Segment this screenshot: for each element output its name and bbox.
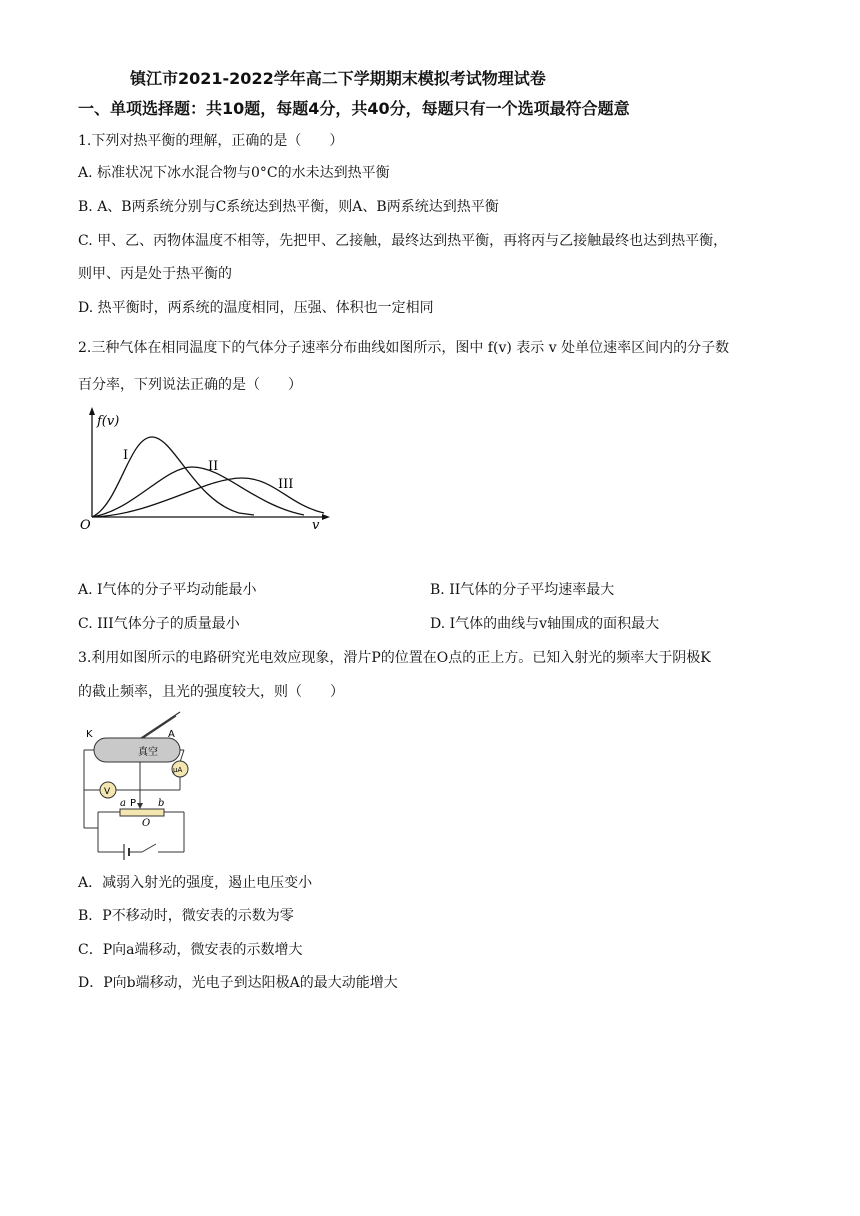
q3-option-c[interactable]: C．P向a端移动，微安表的示数增大 — [78, 942, 303, 958]
rheostat-a-label: a — [120, 798, 126, 809]
rheostat — [120, 809, 164, 816]
voltmeter-label: V — [104, 787, 111, 797]
q3-option-d[interactable]: D．P向b端移动，光电子到达阳极A的最大动能增大 — [78, 975, 398, 991]
switch — [142, 844, 156, 852]
exam-title: 镇江市2021-2022学年高二下学期期末模拟考试物理试卷 — [130, 69, 546, 88]
y-axis-label: f(v) — [97, 414, 120, 429]
q2-stem-line2: 百分率，下列说法正确的是（ ） — [78, 377, 302, 393]
q1-option-d[interactable]: D. 热平衡时，两系统的温度相同，压强、体积也一定相同 — [78, 300, 434, 316]
q1-option-c[interactable]: C. 甲、乙、丙物体温度不相等，先把甲、乙接触，最终达到热平衡，再将丙与乙接触最终也达到热平衡， — [78, 233, 728, 249]
q3-option-a[interactable]: A．减弱入射光的强度，遏止电压变小 — [78, 875, 313, 891]
cathode-label: K — [86, 729, 93, 740]
q3-stem-line2: 的截止频率，且光的强度较大，则（ ） — [78, 684, 344, 700]
rheostat-b-label: b — [158, 798, 165, 809]
anode-label: A — [168, 729, 175, 740]
y-axis-arrow — [89, 407, 95, 415]
vacuum-tube — [94, 738, 180, 762]
curve-I-label: I — [123, 448, 129, 463]
origin-label: O — [80, 518, 91, 533]
q3-stem-line1: 3.利用如图所示的电路研究光电效应现象，滑片P的位置在O点的正上方。已知入射光的频率大于阴极K — [78, 650, 711, 666]
curve-III-label: III — [278, 477, 294, 492]
x-axis-arrow — [322, 514, 330, 520]
curve-II — [92, 467, 304, 517]
q2-option-b[interactable]: B. II气体的分子平均速率最大 — [430, 582, 615, 598]
q2-option-d[interactable]: D. I气体的曲线与v轴围成的面积最大 — [430, 616, 660, 632]
q1-stem: 1.下列对热平衡的理解，正确的是（ ） — [78, 133, 344, 149]
q1-option-a[interactable]: A. 标准状况下冰水混合物与0°C的水未达到热平衡 — [78, 165, 390, 181]
q3-option-b[interactable]: B．P不移动时，微安表的示数为零 — [78, 908, 294, 924]
section-heading: 一、单项选择题：共10题，每题4分，共40分，每题只有一个选项最符合题意 — [78, 99, 630, 118]
q2-stem-line1: 2.三种气体在相同温度下的气体分子速率分布曲线如图所示，图中 f(v) 表示 v 处单位速率区间内的分子数 — [78, 340, 730, 356]
microammeter-label: μA — [173, 766, 183, 774]
x-axis-label: v — [312, 518, 320, 533]
slider-label: P — [130, 798, 137, 809]
rheostat-o-label: O — [142, 818, 151, 829]
q1-option-b[interactable]: B. A、B两系统分别与C系统达到热平衡，则A、B两系统达到热平衡 — [78, 199, 499, 215]
curve-II-label: II — [208, 459, 219, 474]
q2-option-c[interactable]: C. III气体分子的质量最小 — [78, 616, 240, 632]
slider-arrow — [137, 803, 143, 809]
q1-option-c-cont: 则甲、丙是处于热平衡的 — [78, 266, 232, 282]
curve-I — [92, 437, 254, 517]
speed-distribution-figure — [74, 405, 334, 535]
photoelectric-circuit-figure — [80, 710, 200, 860]
wire — [180, 750, 184, 762]
q2-option-a[interactable]: A. I气体的分子平均动能最小 — [78, 582, 257, 598]
vacuum-label: 真空 — [138, 747, 158, 758]
